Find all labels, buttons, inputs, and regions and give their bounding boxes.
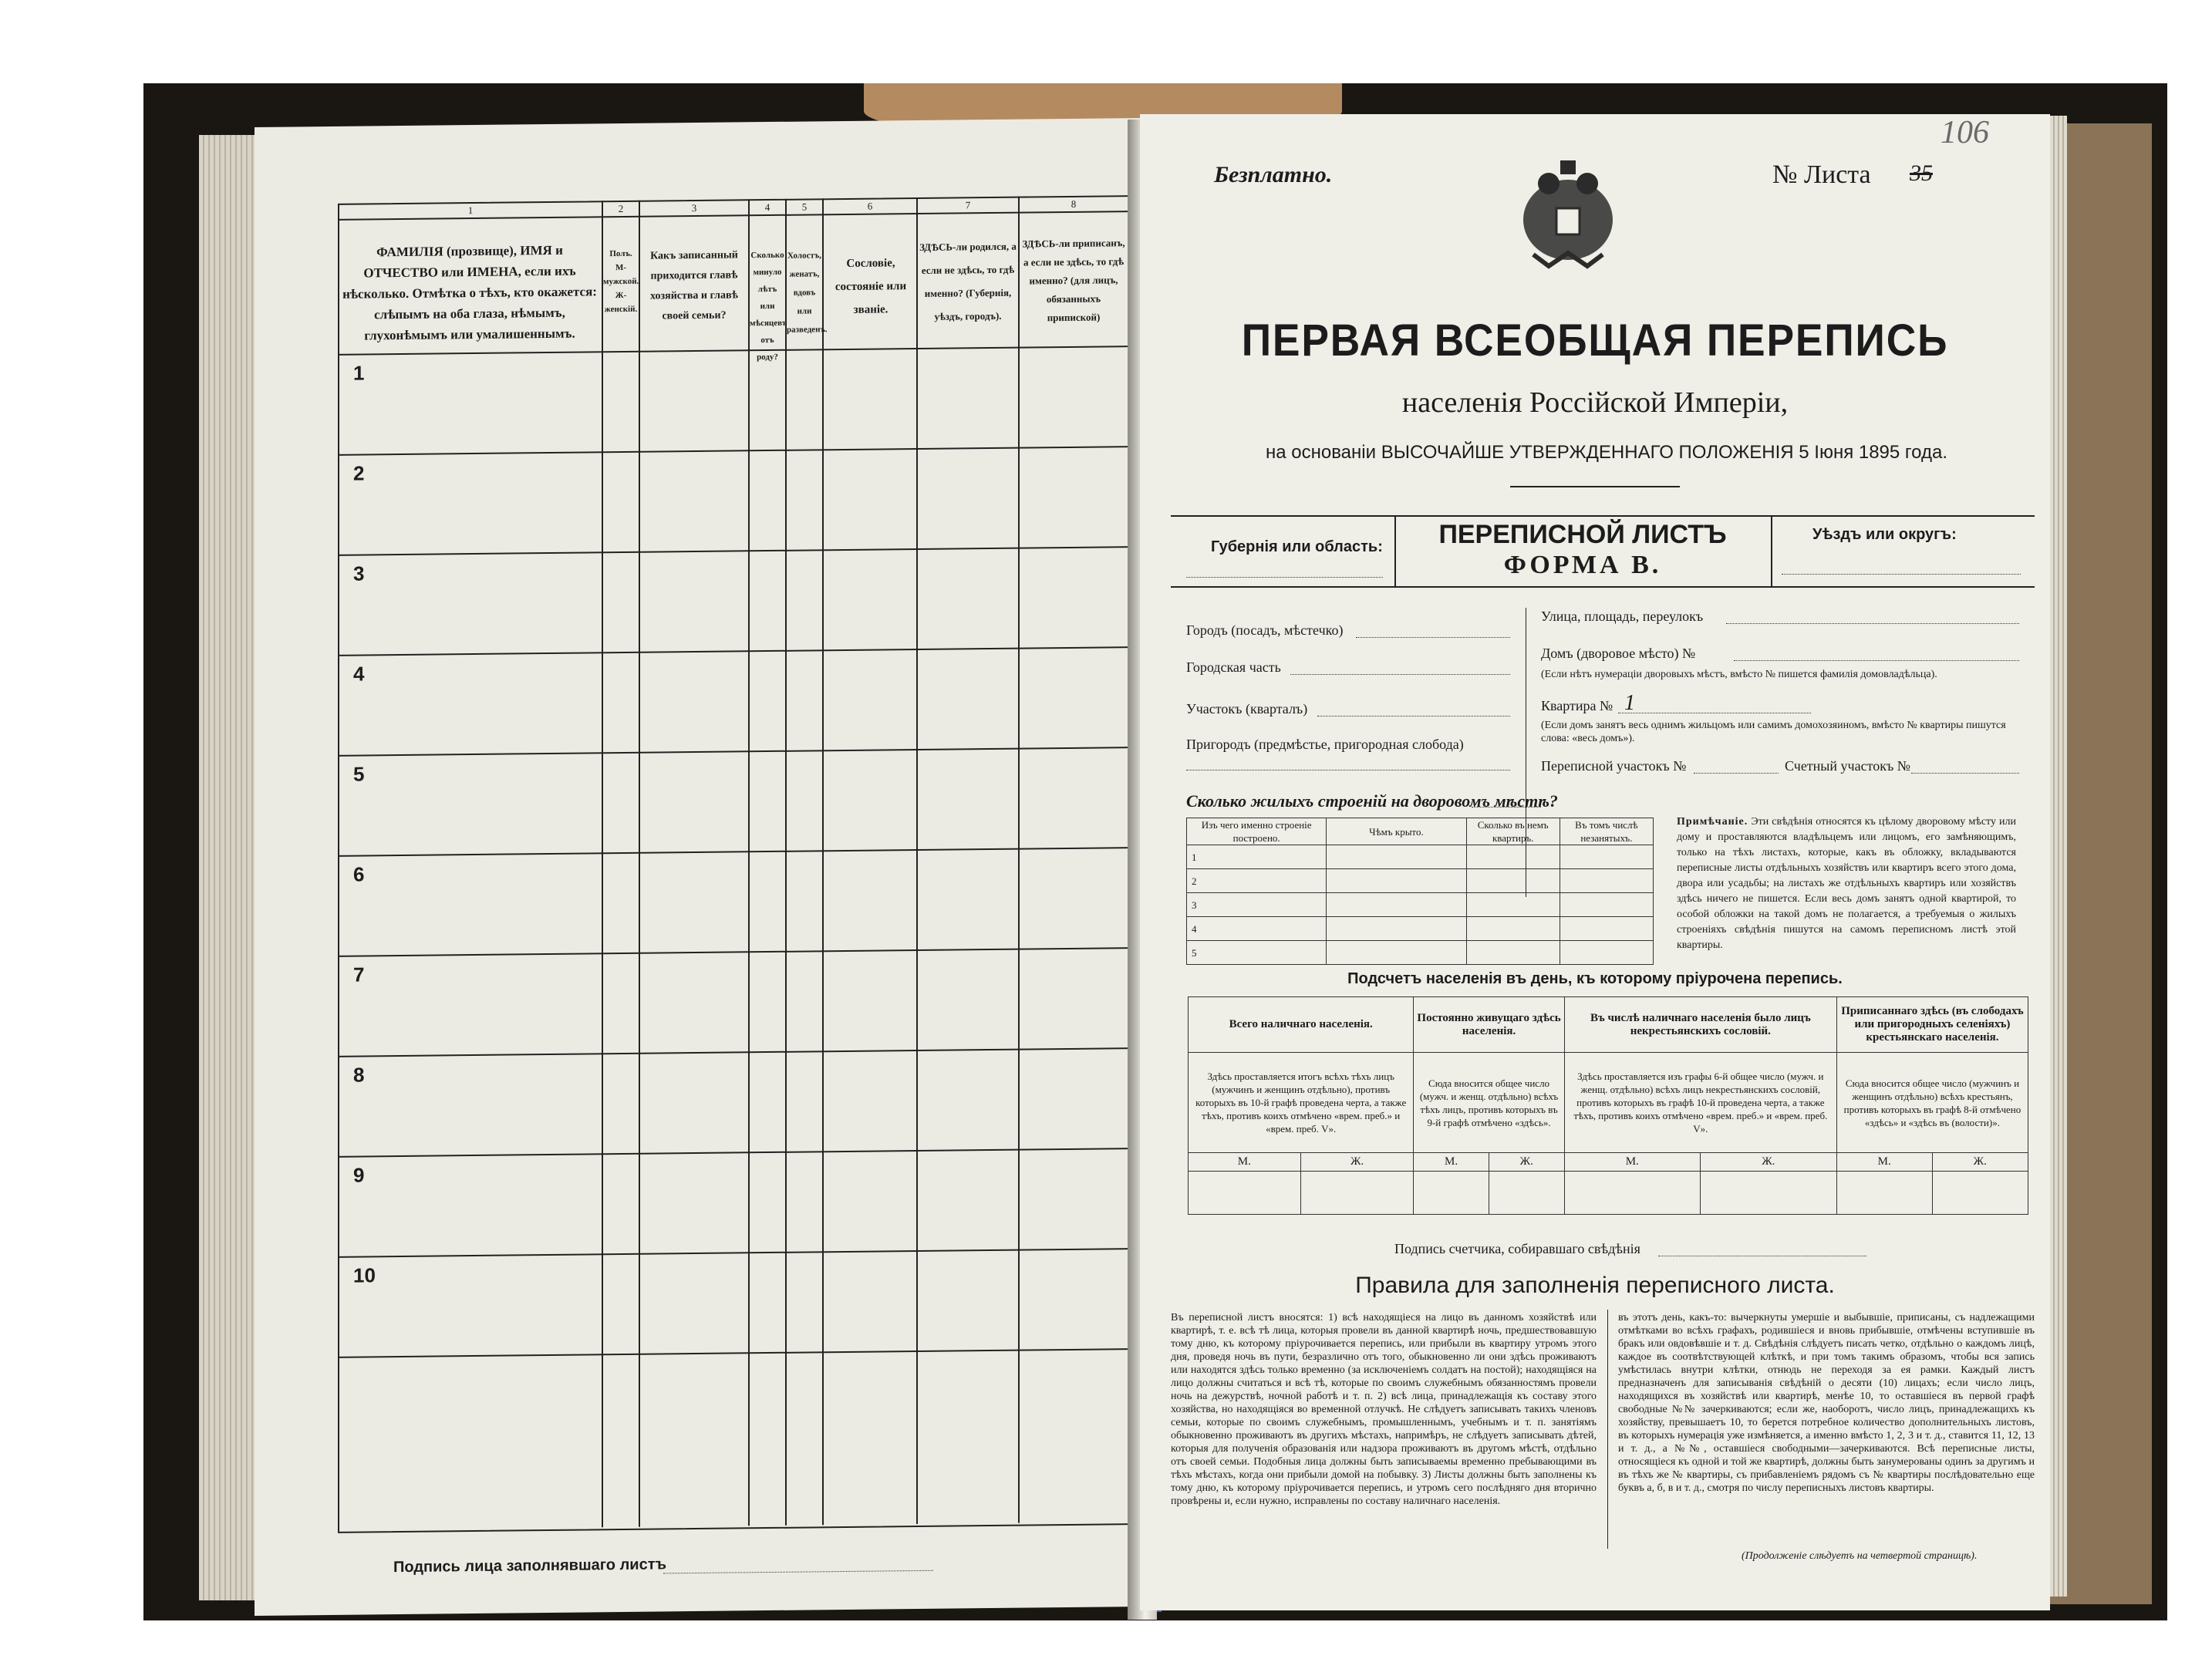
buildings-row-number: 5	[1187, 941, 1327, 965]
buildings-header: Изъ чего именно строеніе построено.	[1187, 818, 1327, 845]
header-name: ФАМИЛІЯ (прозвище), ИМЯ и ОТЧЕСТВО или ИМЕНА, если ихъ нѣсколько. Отмѣтка о тѣхъ, кто окажется: слѣпымъ на оба глаза, нѣмымъ, глухонѣмымъ или умалишеннымъ.	[342, 242, 597, 343]
buildings-header: Сколько въ немъ квартиръ.	[1466, 818, 1560, 845]
col-number: 5	[801, 201, 808, 213]
header-relation: Какъ записанный приходится главѣ хозяйства и главѣ своей семьи?	[650, 249, 738, 322]
suburb-label: Пригородъ (предмѣстье, пригородная слобода)	[1186, 737, 1464, 752]
row-number: 9	[353, 1163, 365, 1187]
count-header: Приписаннаго здѣсь (въ слободахъ или пригородныхъ селеніяхъ) крестьянскаго населенія.	[1836, 997, 2028, 1053]
men-label: М.	[1564, 1153, 1700, 1172]
women-label: Ж.	[1932, 1153, 2028, 1172]
double-headed-eagle-emblem	[1518, 154, 1618, 270]
quarter-label: Участокъ (кварталъ)	[1186, 701, 1308, 717]
count-header: Всего наличнаго населенія.	[1189, 997, 1414, 1053]
row-number: 4	[353, 662, 365, 686]
women-label: Ж.	[1700, 1153, 1836, 1172]
enumerator-signature: Подпись счетчика, собиравшаго свѣдѣнія	[1394, 1241, 1640, 1256]
note-title: Примѣчаніе.	[1677, 816, 1748, 828]
count-plot-label: Счетный участокъ №	[1785, 758, 1910, 774]
form-name: ФОРМА В.	[1503, 551, 1662, 579]
buildings-question: Сколько жилыхъ строеній на дворовомъ мѣстѣ?	[1186, 791, 1558, 811]
row-number: 8	[353, 1063, 365, 1087]
buildings-header: Въ томъ числѣ незанятыхъ.	[1560, 818, 1653, 845]
header-age: Сколько минуло лѣтъ или мѣсяцевъ отъ роду?	[750, 250, 787, 362]
street-label: Улица, площадь, переулокъ	[1541, 609, 1704, 624]
census-plot-label: Переписной участокъ №	[1541, 758, 1687, 774]
header-estate: Сословіе, состояніе или званіе.	[835, 257, 907, 316]
sheet-number-label: № Листа	[1772, 160, 1871, 189]
count-desc: Сюда вносится общее число (мужч. и женщ. отдѣльно) всѣхъ тѣхъ лицъ, противъ которыхъ въ 9-й графѣ отмѣчено «здѣсь».	[1414, 1053, 1564, 1153]
men-label: М.	[1414, 1153, 1489, 1172]
rules-right-column: въ этотъ день, какъ-то: вычеркнуты умершіе и выбывшіе, приписаны, съ надлежащими отмѣтками во всѣхъ графахъ, родившіеся и вновь прибывшіе, отмѣчены вступившіе въ бракъ или овдовѣвшіе и т. д. Свѣдѣнія слѣдуетъ писать четко, отдѣльно о каждомъ лицѣ, каждое въ соотвѣтствующей клѣткѣ, и при томъ такимъ образомъ, чтобы вся запись умѣстилась внутри клѣтки, отнюдь не переходя за ея рамки. Каждый листъ предназначенъ для записыванія свѣдѣній о десяти (10) лицахъ; если число лицъ, находящихся въ хозяйствѣ или квартирѣ, менѣе 10, то оставшіеся въ первой графѣ свободные №№ зачеркиваются; если же, наоборотъ, число лицъ, принадлежащихъ къ хозяйству, превышаетъ 10, то берется потребное количество дополнительныхъ листовъ, въ которыхъ нумерація уже измѣняется, а именно вмѣсто 1, 2, 3 и т. д., ставится 11, 12, 13 и т. д., а №№, оставшіеся свободными—зачеркиваются. Всѣ переписные листы, относящіеся къ одной и той же квартирѣ, должны быть занумерованы одинъ за другимъ и въ тѣхъ же № квартиры, съ прибавленіемъ рядомъ съ № квартиры послѣдовательно еще буквъ а, б, в и т. д., смотря по числу переписныхъ листовъ квартиры.	[1618, 1312, 2035, 1494]
row-number: 3	[353, 561, 365, 585]
buildings-row-number: 3	[1187, 893, 1327, 917]
men-label: М.	[1836, 1153, 1932, 1172]
apartment-label: Квартира №	[1541, 698, 1613, 713]
apartment-note: (Если домъ занятъ весь однимъ жильцомъ или самимъ домохозяиномъ, вмѣсто № квартиры пишутся слова: «весь домъ»).	[1541, 720, 2006, 744]
form-title: ПЕРЕПИСНОЙ ЛИСТЪ	[1438, 520, 1727, 549]
free-label: Безплатно.	[1214, 162, 1333, 187]
col-number: 4	[764, 201, 770, 214]
row-number: 5	[353, 762, 365, 786]
rules-left-column: Въ переписной листъ вносятся: 1) всѣ находящіеся на лицо въ данномъ хозяйствѣ или квартирѣ, т. е. всѣ тѣ лица, которыя провели въ данной квартирѣ ночь, предшествовавшую тому дню, къ которому пріурочивается перепись, или прибыли въ квартиру утромъ этого дня, проведя ночь въ пути, безразлично отъ того, обыкновенно ли они здѣсь проживаютъ или находятся здѣсь только временно (за исключеніемъ солдатъ на постой); находящіяся на лицо должны считаться и всѣ тѣ, которые по своимъ служебнымъ обязанностямъ провели ночь на дежурствѣ, ночной работѣ и т. п. 2) всѣ лица, принадлежащія къ составу этого хозяйства, но находящіяся во временной отлучкѣ. Не слѣдуетъ записывать такихъ членовъ семьи, которые по своимъ служебнымъ, промышленнымъ, учебнымъ и т. п. занятіямъ обыкновенно проживаютъ въ другихъ мѣстахъ, напримѣръ, не слѣдуетъ записывать дѣтей, которыя для полученія образованія или надзора проживаютъ въ другомъ мѣстѣ, отдѣльно отъ своей семьи. Подобныя лица должны быть записываемы временно пребывающими въ тѣхъ мѣстахъ, когда они прибыли домой на побывку. 3) Листы должны быть заполнены къ тому дню, къ которому пріурочивается перепись, и утромъ сего послѣдняго дня вторично провѣрены и, если нужно, исправлены по составу наличнаго населенія.	[1171, 1312, 1597, 1507]
city-part-label: Городская часть	[1186, 659, 1281, 675]
col-number: 3	[691, 201, 697, 214]
right-page	[1140, 114, 2050, 1610]
col-number: 7	[965, 199, 971, 211]
city-label: Городъ (посадъ, мѣстечко)	[1186, 622, 1344, 638]
col-number: 1	[467, 204, 474, 217]
census-basis: на основаніи ВЫСОЧАЙШЕ УТВЕРЖДЕННАГО ПОЛОЖЕНІЯ 5 Іюня 1895 года.	[1265, 442, 1947, 463]
buildings-header: Чѣмъ крыто.	[1327, 818, 1466, 845]
buildings-row-number: 1	[1187, 845, 1327, 869]
col-number: 8	[1071, 197, 1077, 210]
header-marital: Холостъ, женатъ, вдовъ или разведенъ.	[787, 251, 828, 335]
note-block	[1677, 814, 2016, 953]
row-number: 10	[353, 1263, 376, 1287]
count-desc: Сюда вносится общее число (мужчинъ и женщинъ отдѣльно) всѣхъ крестьянъ, противъ которыхъ въ графѣ 8-й отмѣчено «здѣсь» и «здѣсь въ (волости)».	[1836, 1053, 2028, 1153]
count-desc: Здѣсь проставляется изъ графы 6-й общее число (мужч. и женщ. отдѣльно) всѣхъ лицъ некрестьянскихъ сословій, противъ которыхъ въ графѣ 10-й проведена черта, а также тѣхъ, противъ коихъ отмѣчено «врем. преб.» и «врем. преб. V».	[1564, 1053, 1836, 1153]
house-note: (Если нѣтъ нумераціи дворовыхъ мѣстъ, вмѣсто № пишется фамилія домовладѣльца).	[1541, 669, 1937, 680]
col-number: 2	[618, 202, 624, 215]
buildings-row-number: 4	[1187, 917, 1327, 941]
count-title: Подсчетъ населенія въ день, къ которому пріурочена перепись.	[1347, 970, 1843, 987]
census-title: ПЕРВАЯ ВСЕОБЩАЯ ПЕРЕПИСЬ	[1241, 315, 1949, 366]
house-label: Домъ (дворовое мѣсто) №	[1541, 646, 1696, 661]
rules-title: Правила для заполненія переписного листа.	[1355, 1273, 1835, 1298]
header-birthplace: ЗДѢСЬ-ли родился, а если не здѣсь, то гдѣ именно? (Губернія, уѣздъ, городъ).	[919, 240, 1017, 322]
row-number: 2	[353, 461, 365, 485]
rules-continued: (Продолженіе слѣдуетъ на четвертой страницѣ).	[1742, 1550, 1978, 1562]
header-sex: Полъ. М-мужской. Ж-женскій.	[603, 248, 639, 315]
province-label: Губернія или область:	[1211, 538, 1383, 555]
count-header: Постоянно живущаго здѣсь населенія.	[1414, 997, 1564, 1053]
apartment-value: 1	[1624, 691, 1635, 715]
population-count-table	[1188, 996, 2028, 1215]
row-number: 6	[353, 862, 365, 886]
row-number: 1	[353, 361, 365, 385]
note-text: Эти свѣдѣнія относятся къ цѣлому дворовому мѣсту или дому и проставляются владѣльцемъ или лицомъ, его замѣняющимъ, только на тѣхъ листахъ, которые, какъ въ обложку, вкладываются переписные листы отдѣльныхъ хозяйствъ или квартиръ всего этого дома, двора или усадьбы; на листахъ же отдѣльныхъ квартиръ или хозяйствъ здѣсь ничего не пишется. Если весь домъ занятъ одной квартирой, то особой обложки на такой домъ не полагается, а требуемыя о жилыхъ строеніяхъ свѣдѣнія пишутся на самомъ переписномъ листѣ этой квартиры.	[1677, 816, 2017, 951]
left-page	[255, 118, 1141, 1616]
person-table	[338, 195, 1131, 1533]
women-label: Ж.	[1300, 1153, 1414, 1172]
district-label: Уѣздъ или округъ:	[1812, 526, 1957, 543]
sheet-number-value: 35	[1910, 160, 1933, 186]
census-subtitle: населенія Россійской Имперіи,	[1401, 386, 1789, 419]
count-header: Въ числѣ наличнаго населенія было лицъ некрестьянскихъ сословій.	[1564, 997, 1836, 1053]
count-desc: Здѣсь проставляется итогъ всѣхъ тѣхъ лицъ (мужчинъ и женщинъ отдѣльно), противъ которыхъ въ 10-й графѣ проведена черта, а также тѣхъ, противъ коихъ отмѣчено «врем. преб.» и «врем. преб. V».	[1189, 1053, 1414, 1153]
buildings-row-number: 2	[1187, 869, 1327, 893]
row-number: 7	[353, 963, 365, 986]
sheet-number-pencil: 106	[1941, 115, 1989, 150]
filler-signature: Подпись лица заполнявшаго листъ	[393, 1556, 667, 1576]
buildings-table	[1186, 818, 1654, 965]
col-number: 6	[867, 200, 873, 212]
header-registered: ЗДѢСЬ-ли приписанъ, а если не здѣсь, то гдѣ именно? (для лицъ, обязанныхъ припиской)	[1022, 237, 1125, 324]
women-label: Ж.	[1489, 1153, 1564, 1172]
men-label: М.	[1189, 1153, 1301, 1172]
